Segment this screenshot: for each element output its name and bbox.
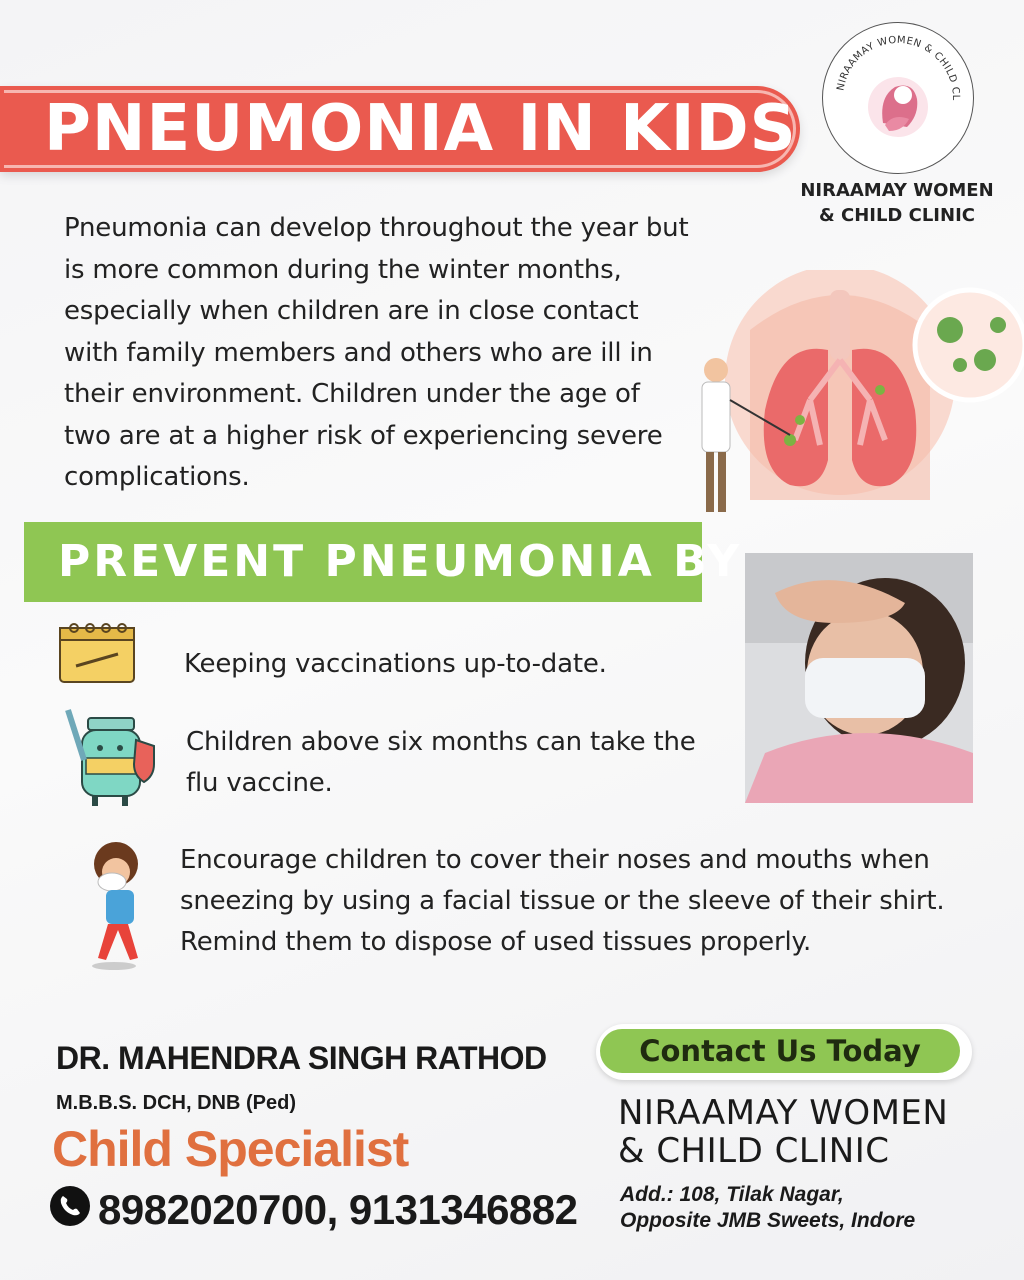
doctor-title: Child Specialist [52, 1121, 409, 1177]
tip-text: Keeping vaccinations up-to-date. [184, 649, 607, 679]
tip-text: Children above six months can take the flu vaccine. [186, 727, 696, 798]
logo-clinic-name [800, 178, 994, 228]
clinic-name-line2: & CHILD CLINIC [618, 1131, 890, 1171]
lungs-doctor-icon [680, 270, 1024, 530]
page-title: PNEUMONIA IN KIDS [44, 92, 797, 166]
child-with-mask-icon [745, 553, 973, 803]
phone-row[interactable] [50, 1186, 578, 1242]
sneezing-child-icon [78, 838, 158, 972]
prevent-heading: PREVENT PNEUMONIA BY [58, 536, 743, 587]
logo-name-line1: NIRAAMAY WOMEN [800, 180, 994, 201]
clinic-address [620, 1182, 1000, 1234]
clinic-logo [822, 22, 974, 174]
lungs-illustration [680, 270, 1024, 530]
phone-numbers[interactable]: 8982020700, 9131346882 [98, 1186, 578, 1233]
address-line2: Opposite JMB Sweets, Indore [620, 1209, 916, 1232]
phone-icon [50, 1186, 90, 1226]
vaccine-bottle-icon [58, 700, 168, 810]
intro-paragraph: Pneumonia can develop throughout the year but is more common during the winter months, especially when children are in close contact with family members and others who are ill in their environment. Children under the age of two are at a higher risk of experiencing severe complications. [64, 213, 689, 492]
clinic-name [618, 1094, 998, 1170]
clinic-name-line1: NIRAAMAY WOMEN [618, 1093, 949, 1133]
sick-child-photo [745, 553, 973, 803]
logo-mother-child-icon [823, 23, 973, 173]
logo-ring-text: NIRAAMAY WOMEN & CHILD CL [835, 34, 962, 101]
doctor-degree: M.B.B.S. DCH, DNB (Ped) [56, 1092, 296, 1114]
contact-us-button[interactable]: Contact Us Today [600, 1029, 960, 1073]
calendar-vaccine-icon [56, 616, 142, 686]
tip-text: Encourage children to cover their noses and mouths when sneezing by using a facial tissue or the sleeve of their shirt. Remind them to dispose of used tissues properly. [180, 845, 945, 957]
doctor-name: DR. MAHENDRA SINGH RATHOD [56, 1040, 547, 1076]
address-line1: Add.: 108, Tilak Nagar, [620, 1183, 844, 1206]
logo-name-line2: & CHILD CLINIC [819, 205, 975, 226]
